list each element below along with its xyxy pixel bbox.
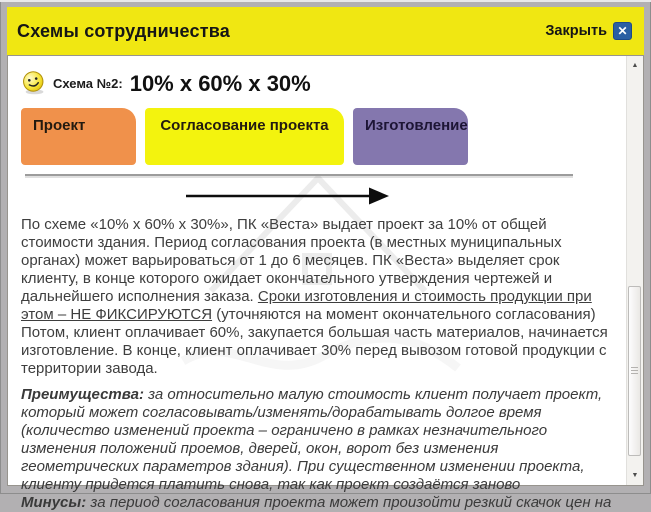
scheme-header [21,70,612,95]
cons-label: Минусы: [21,494,87,511]
close-control[interactable] [545,22,632,40]
scroll-down-button[interactable] [627,467,643,484]
advantages-paragraph [21,386,612,494]
scroll-up-icon: ▲ [631,62,639,69]
scrollbar-grip [631,367,638,375]
divider-line [25,174,573,176]
description-paragraph [21,216,612,378]
smiley-icon [21,70,46,95]
cons-text: за период согласования проекта может произойти резкий скачок цен на [86,494,612,511]
advantages-label: Преимущества: [21,386,144,403]
vertical-scrollbar[interactable] [626,56,643,485]
scroll-content [8,56,625,511]
stage-label: Проект [33,117,86,134]
close-icon[interactable]: ✕ [613,22,632,40]
frame-top-highlight [0,0,651,2]
stage-row [21,108,612,165]
timeline-arrow-row [21,178,612,212]
stage-label: Согласование проекта [160,117,329,134]
right-arrow-icon [21,178,612,212]
scheme-label: Схема №2: [53,76,123,91]
stage-box-manufacturing [353,108,468,165]
scheme-formula: 10% x 60% x 30% [129,71,311,96]
stage-box-project [21,108,136,165]
scroll-up-button[interactable] [627,57,643,74]
description-text-start: По схеме «10% х 60% х 30%», ПК «Веста» выдает проект за 10% от общей стоимости здания. Период согласования проекта (в местных муниципальных органах) может варьироваться от 1 до 6 месяцев. ПК «Веста» выделяет срок клиенту, в конце которого ожидает окончательного утверждения чертежей и дальнейшего исполнения заказа. [21,216,562,305]
scroll-down-icon: ▼ [631,472,639,479]
advantages-text: за относительно малую стоимость клиент получает проект, который может согласовывать/изменять/дорабатывать долгое время (количество изменений проекта – ограничено в рамках незначительного изменения положений проемов, дверей, окон, ворот без изменения геометрических параметров здания). При существенном изменении проекта, клиенту придется платить снова, так как проект создаётся заново [21,386,603,493]
close-label[interactable]: Закрыть [545,23,607,39]
page-title: Схемы сотрудничества [17,20,230,41]
content-panel [7,55,644,511]
titlebar [7,7,644,55]
scrollbar-thumb[interactable] [628,286,641,456]
cons-paragraph [21,494,612,512]
description-text-end: (уточняются на момент окончательного согласования) Потом, клиент оплачивает 60%, закупается большая часть материалов, начинается изготовление. В конце, клиент оплачивает 30% перед вывозом готовой продукции с территории завода. [21,306,608,377]
description-underlined: Сроки изготовления и стоимость продукции при этом – НЕ ФИКСИРУЮТСЯ [21,288,592,323]
stage-box-approval [145,108,344,165]
stage-label: Изготовление [365,117,468,134]
